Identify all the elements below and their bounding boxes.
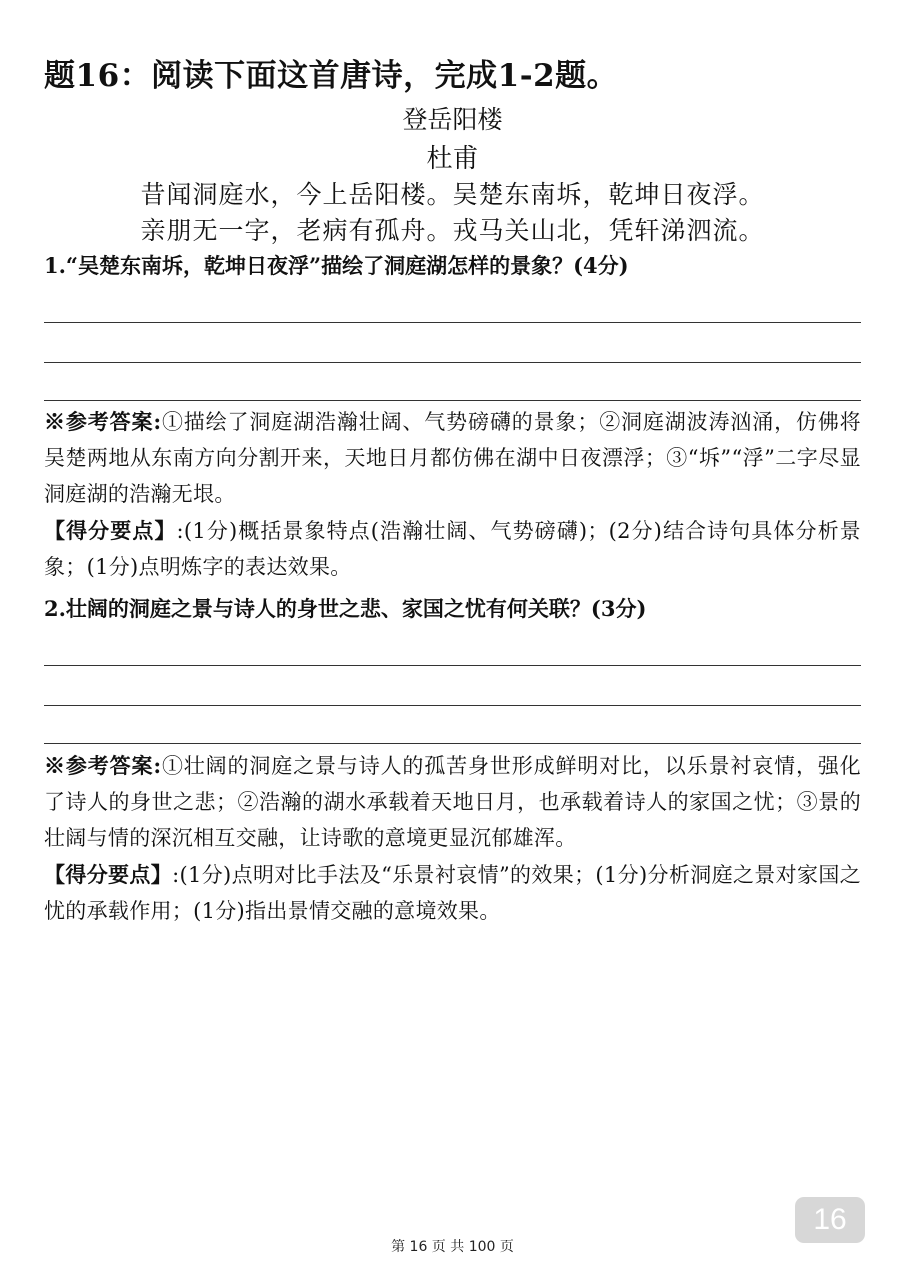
- question-2-reference-answer: [44, 748, 861, 856]
- page-heading: 题16：阅读下面这首唐诗，完成1-2题。: [44, 58, 619, 94]
- question-2-prompt: 2.壮阔的洞庭之景与诗人的身世之悲、家国之忧有何关联？(3分): [44, 596, 647, 621]
- answer-line: [44, 665, 861, 666]
- reference-answer-text: ①壮阔的洞庭之景与诗人的孤苦身世形成鲜明对比，以乐景衬哀情，强化了诗人的身世之悲；②浩瀚的湖水承载着天地日月，也承载着诗人的家国之忧；③景的壮阔与情的深沉相互交融，让诗歌的意境更显沉郁雄浑。: [44, 754, 861, 850]
- poem-line: 亲朋无一字，老病有孤舟。戎马关山北，凭轩涕泗流。: [140, 216, 765, 245]
- question-1-scoring-points: [44, 513, 861, 585]
- reference-answer-label: ※参考答案:: [44, 409, 162, 434]
- reference-answer-text: ①描绘了洞庭湖浩瀚壮阔、气势磅礴的景象；②洞庭湖波涛汹涌，仿佛将吴楚两地从东南方向分割开来，天地日月都仿佛在湖中日夜漂浮；③“坼”“浮”二字尽显洞庭湖的浩瀚无垠。: [44, 410, 861, 506]
- page-footer: 第 16 页 共 100 页: [391, 1239, 514, 1255]
- question-1-prompt: 1.“吴楚东南坼，乾坤日夜浮”描绘了洞庭湖怎样的景象？(4分): [44, 253, 629, 278]
- question-1-reference-answer: [44, 404, 861, 512]
- question-2-scoring-points: [44, 857, 861, 929]
- poem-author: 杜甫: [426, 144, 479, 174]
- reference-answer-label: ※参考答案:: [44, 753, 162, 778]
- answer-line: [44, 705, 861, 706]
- scoring-points-text: :(1分)概括景象特点(浩瀚壮阔、气势磅礴)；(2分)结合诗句具体分析景象；(1分)点明炼字的表达效果。: [44, 519, 861, 579]
- answer-line: [44, 400, 861, 401]
- scoring-points-label: 【得分要点】: [44, 862, 173, 887]
- answer-line: [44, 362, 861, 363]
- scoring-points-label: 【得分要点】: [44, 518, 177, 543]
- poem-title: 登岳阳楼: [402, 105, 503, 134]
- scoring-points-text: :(1分)点明对比手法及“乐景衬哀情”的效果；(1分)分析洞庭之景对家国之忧的承载作用；(1分)指出景情交融的意境效果。: [44, 863, 861, 923]
- page-number-badge: 16: [795, 1197, 865, 1243]
- poem-line: 昔闻洞庭水，今上岳阳楼。吴楚东南坼，乾坤日夜浮。: [140, 180, 765, 209]
- answer-line: [44, 743, 861, 744]
- answer-line: [44, 322, 861, 323]
